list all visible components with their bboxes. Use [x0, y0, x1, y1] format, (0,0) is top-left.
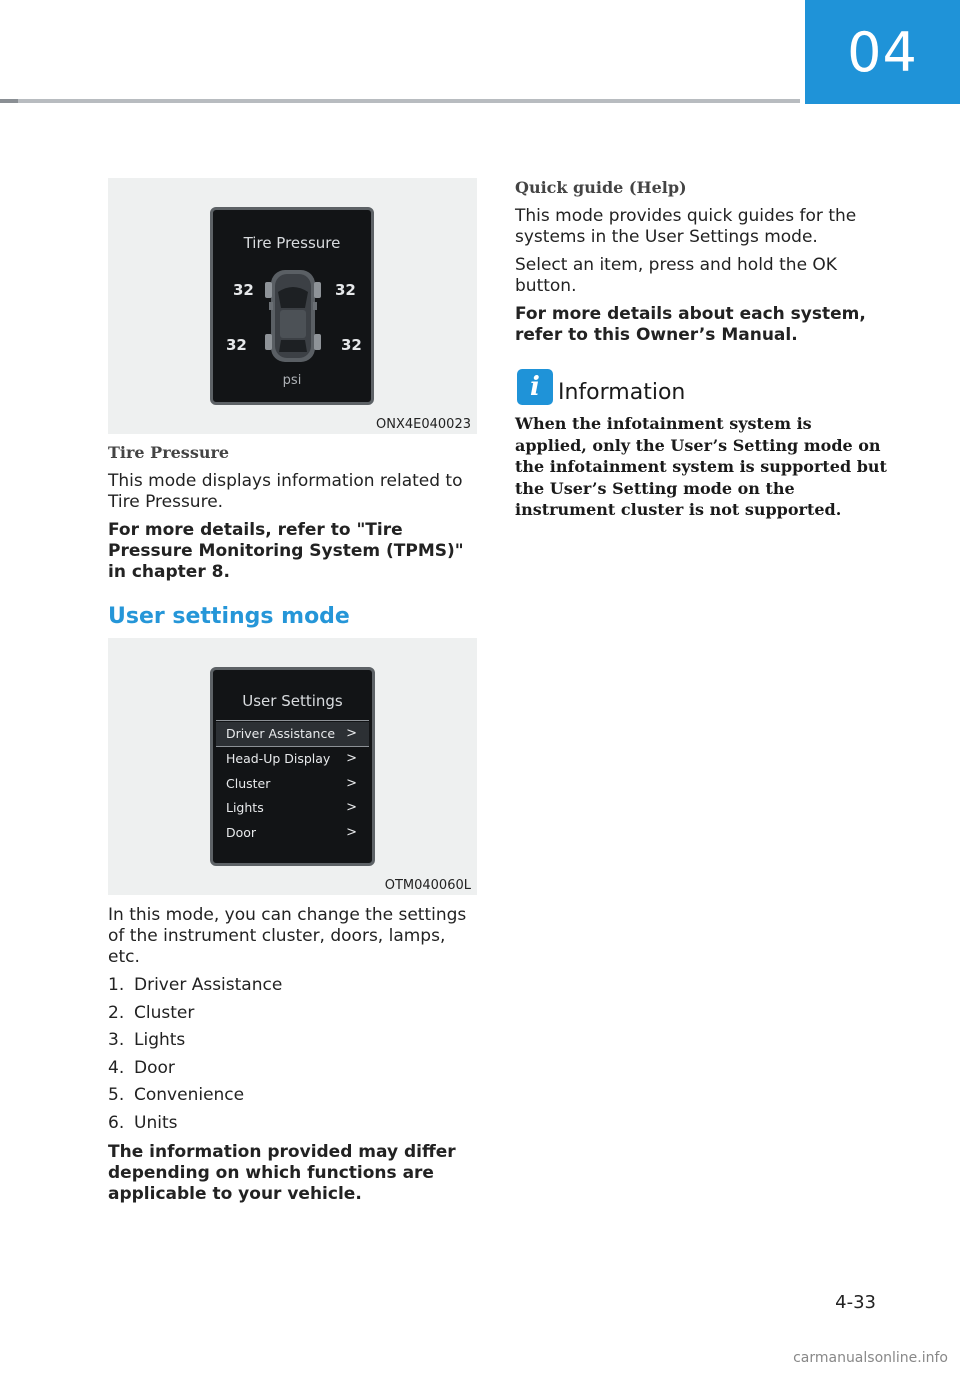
list-item — [108, 1058, 480, 1086]
quick-guide-description: This mode provides quick guides for the systems in the User Settings mode. — [515, 206, 857, 247]
user-settings-list — [108, 975, 480, 1141]
menu-item-cluster — [216, 772, 369, 796]
front-right-value: 32 — [335, 281, 356, 299]
menu-item-lights — [216, 796, 369, 820]
list-number: 5. — [108, 1085, 125, 1106]
tire-pressure-figure — [108, 178, 477, 434]
list-number: 3. — [108, 1030, 125, 1051]
menu-item-head-up-display — [216, 747, 369, 771]
user-settings-section-title: User settings mode — [108, 604, 350, 629]
user-settings-figure — [108, 638, 477, 895]
front-left-value: 32 — [233, 281, 254, 299]
page-number: 4-33 — [835, 1292, 876, 1313]
list-number: 2. — [108, 1002, 125, 1023]
list-item — [108, 975, 480, 1003]
info-icon: i — [517, 369, 553, 405]
list-item — [108, 1030, 480, 1058]
chevron-right-icon: > — [346, 726, 357, 741]
list-text: Lights — [134, 1030, 186, 1051]
user-settings-screen — [210, 667, 375, 866]
tire-pressure-heading: Tire Pressure — [108, 443, 230, 462]
list-text: Units — [134, 1112, 178, 1133]
list-item — [108, 1085, 480, 1113]
chevron-right-icon: > — [346, 825, 357, 840]
tire-pressure-reference: For more details, refer to "Tire Pressure Monitoring System (TPMS)" in chapter 8. — [108, 520, 464, 582]
list-number: 1. — [108, 975, 125, 995]
list-text: Convenience — [134, 1085, 245, 1106]
user-settings-intro: In this mode, you can change the settings of the instrument cluster, doors, lamps, etc. — [108, 905, 467, 967]
list-text: Driver Assistance — [134, 975, 283, 995]
quick-guide-heading: Quick guide (Help) — [515, 178, 687, 197]
tire-pressure-description: This mode displays information related to Tire Pressure. — [108, 471, 463, 512]
chevron-right-icon: > — [346, 751, 357, 766]
menu-item-label: Driver Assistance — [226, 726, 336, 741]
menu-item-label: Lights — [226, 800, 264, 815]
tire-pressure-screen — [210, 207, 374, 405]
list-number: 6. — [108, 1112, 125, 1133]
chevron-right-icon: > — [346, 800, 357, 815]
list-text: Door — [134, 1057, 175, 1078]
information-title: Information — [558, 380, 686, 405]
list-number: 4. — [108, 1057, 125, 1078]
screen-title: User Settings — [242, 692, 343, 710]
list-item — [108, 1113, 480, 1141]
figure-code: ONX4E040023 — [376, 417, 471, 432]
user-settings-note: The information provided may differ depending on which functions are applicable to your vehicle. — [108, 1142, 456, 1204]
menu-item-label: Cluster — [226, 776, 271, 791]
footer-watermark: carmanualsonline.info — [793, 1350, 948, 1366]
menu-item-door — [216, 821, 369, 845]
rear-right-value: 32 — [341, 336, 362, 354]
header-rule-accent — [0, 99, 18, 103]
list-text: Cluster — [134, 1002, 195, 1023]
chapter-tab: 04 — [805, 0, 960, 104]
list-item — [108, 1003, 480, 1031]
menu-item-label: Head-Up Display — [226, 751, 331, 766]
rear-left-value: 32 — [226, 336, 247, 354]
car-top-view-icon — [261, 264, 325, 368]
quick-guide-instruction: Select an item, press and hold the OK button. — [515, 255, 837, 296]
chevron-right-icon: > — [346, 776, 357, 791]
screen-title: Tire Pressure — [243, 234, 341, 252]
menu-divider — [216, 720, 369, 721]
menu-item-label: Door — [226, 825, 257, 840]
menu-item-driver-assistance — [216, 722, 369, 746]
pressure-unit: psi — [282, 373, 302, 388]
information-body: When the infotainment system is applied, only the User’s Setting mode on the infotainment system is supported but the User’s Setting mode on the instrument cluster is not supported. — [515, 414, 887, 519]
quick-guide-reference: For more details about each system, refer to this Owner’s Manual. — [515, 304, 866, 345]
header-rule — [0, 99, 800, 103]
figure-code: OTM040060L — [384, 878, 471, 893]
